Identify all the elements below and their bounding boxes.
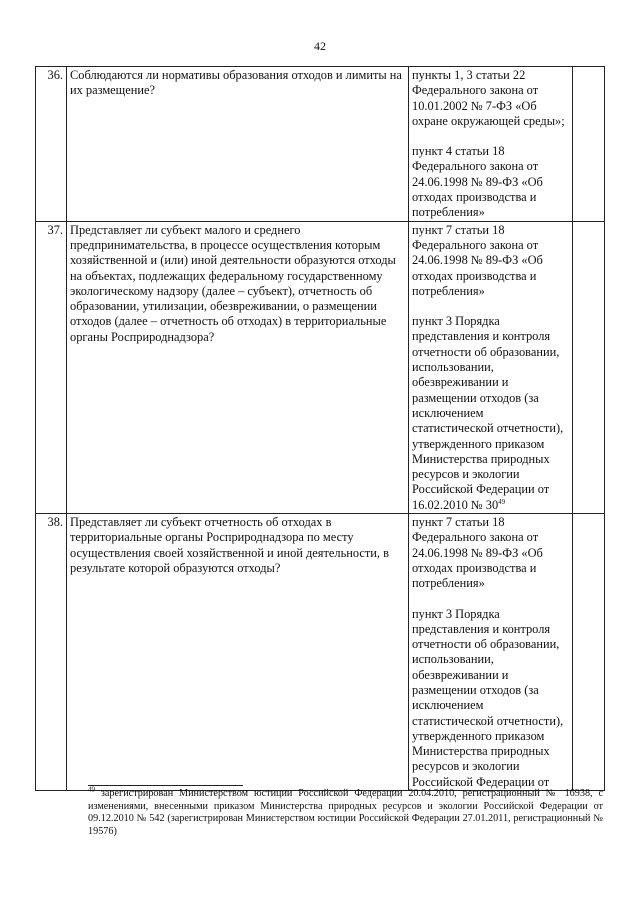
requirements-table (35, 66, 605, 791)
question-cell: Представляет ли субъект малого и среднего предпринимательства, в процессе осуществления которым хозяйственной и (или) иной деятельности образуются отходы на объектах, подлежащих федеральному государственному экологическому надзору (далее – субъект), отчетность об образовании, утилизации, обезвреживании, о размещении отходов (далее – отчетность об отходах) в территориальные органы Росприроднадзора? (67, 221, 409, 513)
row-number: 36. (36, 67, 67, 222)
reference-block: пункт 7 статьи 18 Федерального закона от 24.06.1998 № 89-ФЗ «Об отходах производства и потребления» (412, 515, 543, 591)
question-cell: Представляет ли субъект отчетность об отходах в территориальные органы Росприроднадзора по месту осуществления своей хозяйственной и иной деятельности, в результате которой образуются отходы? (67, 514, 409, 791)
row-number: 37. (36, 221, 67, 513)
table-row (36, 221, 605, 513)
footnote (88, 785, 604, 838)
footnote-text: зарегистрирован Министерством юстиции Российской Федерации 20.04.2010, регистрационный № 16938, с изменениями, внесенными приказом Министерства природных ресурсов и экологии Российской Федерации от 09.12.2010 № 542 (зарегистрирован Министерством юстиции Российской Федерации 27.01.2011, регистрационный № 19576) (88, 788, 604, 837)
question-cell: Соблюдаются ли нормативы образования отходов и лимиты на их размещение? (67, 67, 409, 222)
footnote-reference[interactable]: 49 (498, 497, 506, 506)
empty-cell (573, 514, 605, 791)
footnote-marker: 49 (88, 785, 95, 794)
reference-block: пункты 1, 3 статьи 22 Федерального закона от 10.01.2002 № 7-ФЗ «Об охране окружающей среды»; (412, 68, 565, 128)
reference-block: пункт 4 статьи 18 Федерального закона от 24.06.1998 № 89-ФЗ «Об отходах производства и потребления» (412, 144, 543, 220)
reference-block: пункт 3 Порядка представления и контроля отчетности об образовании, использовании, обезвреживании и размещении отходов (за исключением статистической отчетности), утвержденного приказом Министерства природных ресурсов и экологии Российской Федерации от 16.02.2010 № $30^{49}$ (412, 314, 564, 512)
empty-cell (573, 221, 605, 513)
reference-cell (409, 514, 573, 791)
page-number: 42 (314, 39, 326, 53)
footnote-divider (88, 785, 243, 786)
table-row (36, 67, 605, 222)
reference-cell (409, 67, 573, 222)
reference-cell (409, 221, 573, 513)
table-row (36, 514, 605, 791)
reference-block: пункт 7 статьи 18 Федерального закона от 24.06.1998 № 89-ФЗ «Об отходах производства и потребления» (412, 222, 543, 298)
reference-block: пункт 3 Порядка представления и контроля отчетности об образовании, использовании, обезвреживании и размещении отходов (за исключением статистической отчетности), утвержденного приказом Министерства природных ресурсов и экологии Российской Федерации от (412, 606, 564, 789)
empty-cell (573, 67, 605, 222)
row-number: 38. (36, 514, 67, 791)
